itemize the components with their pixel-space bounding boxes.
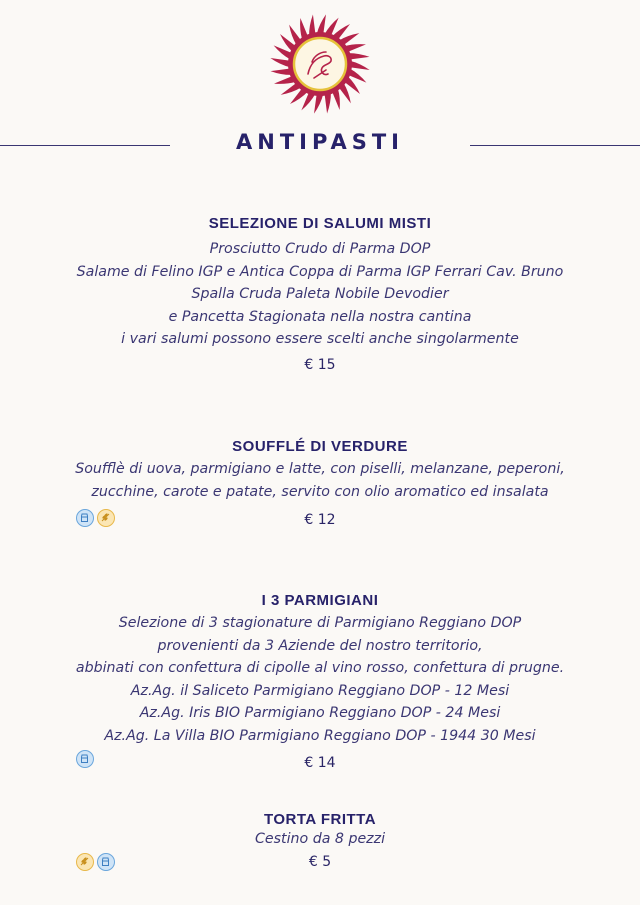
allergen-icons <box>76 853 115 871</box>
dairy-icon <box>76 750 94 768</box>
allergen-icons <box>76 509 115 527</box>
dish-description <box>0 612 640 748</box>
description-line: Cestino da 8 pezzi <box>254 831 386 847</box>
dish-title: SOUFFLÉ DI VERDURE <box>232 438 408 455</box>
dish-price: € 12 <box>304 512 336 529</box>
description-line: zucchine, carote e patate, servito con olio aromatico ed insalata <box>91 483 549 500</box>
menu-item-parmigiani <box>0 591 640 771</box>
description-line: abbinati con confettura di cipolle al vino rosso, confettura di prugne. <box>75 660 565 677</box>
dish-title: TORTA FRITTA <box>263 811 377 828</box>
description-line: Az.Ag. La Villa BIO Parmigiano Reggiano DOP - 1944 30 Mesi <box>104 727 536 744</box>
description-line: Az.Ag. il Saliceto Parmigiano Reggiano DOP - 12 Mesi <box>130 682 510 699</box>
menu-item-salumi <box>0 214 640 373</box>
description-line: Spalla Cruda Paleta Nobile Devodier <box>191 286 449 303</box>
logo-center <box>294 38 346 90</box>
allergen-icons <box>76 750 94 768</box>
dish-title: I 3 PARMIGIANI <box>261 592 379 609</box>
page-title: ANTIPASTI <box>236 130 404 154</box>
restaurant-logo <box>268 12 372 116</box>
header-rule-right <box>470 145 640 146</box>
description-line: Salame di Felino IGP e Antica Coppa di Parma IGP Ferrari Cav. Bruno <box>76 263 564 280</box>
gluten-icon <box>97 509 115 527</box>
description-line: Selezione di 3 stagionature di Parmigiano Reggiano DOP <box>118 615 522 631</box>
dish-price: € 15 <box>304 356 336 373</box>
dairy-icon <box>97 853 115 871</box>
description-line: provenienti da 3 Aziende del nostro territorio, <box>157 637 483 654</box>
gluten-icon <box>76 853 94 871</box>
description-line: Az.Ag. Iris BIO Parmigiano Reggiano DOP - 24 Mesi <box>139 705 501 722</box>
description-line: i vari salumi possono essere scelti anche singolarmente <box>121 331 519 348</box>
dish-description <box>0 458 640 503</box>
dish-price: € 14 <box>304 754 336 771</box>
dish-title: SELEZIONE DI SALUMI MISTI <box>208 215 432 232</box>
dish-description <box>0 828 640 851</box>
dish-price: € 5 <box>308 853 332 870</box>
description-line: e Pancetta Stagionata nella nostra cantina <box>168 308 472 325</box>
dish-description <box>0 238 640 351</box>
dairy-icon <box>76 509 94 527</box>
description-line: Prosciutto Crudo di Parma DOP <box>209 241 431 257</box>
section-header <box>0 130 640 160</box>
description-line: Soufflè di uova, parmigiano e latte, con piselli, melanzane, peperoni, <box>75 461 565 477</box>
